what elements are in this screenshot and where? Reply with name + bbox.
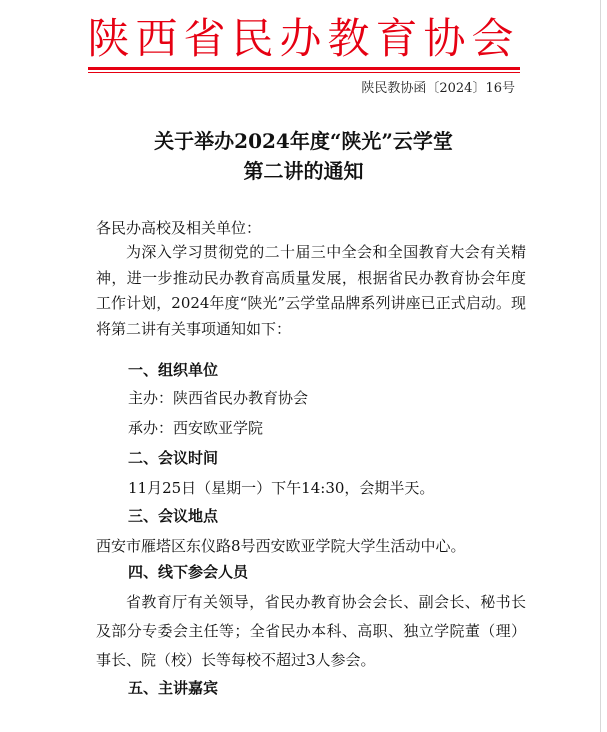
salutation: 各民办高校及相关单位： [96, 219, 262, 237]
red-divider-thick [88, 67, 520, 70]
red-divider-thin [88, 72, 520, 73]
section-heading-speaker: 五、主讲嘉宾 [128, 679, 219, 697]
section-heading-attendees: 四、线下参会人员 [128, 563, 249, 581]
document-number: 陕民教协函〔2024〕16号 [361, 81, 515, 96]
letterhead-title: 陕西省民办教育协会 [87, 14, 520, 63]
section-heading-venue: 三、会议地点 [128, 507, 219, 525]
organizer-co-host: 承办：西安欧亚学院 [128, 419, 264, 437]
intro-paragraph: 为深入学习贯彻党的二十届三中全会和全国教育大会有关精神，进一步推动民办教育高质量发展，根据省民办教育协会年度工作计划，2024年度“陕光”云学堂品牌系列讲座已正式启动。现将第二讲有关事项通知如下： [96, 243, 526, 338]
notice-title-line-1: 关于举办2024年度“陕光”云学堂 [154, 129, 453, 153]
organizer-host: 主办：陕西省民办教育协会 [128, 389, 309, 407]
notice-title-line-2: 第二讲的通知 [243, 159, 364, 183]
meeting-time: 11月25日（星期一）下午14:30，会期半天。 [128, 479, 435, 497]
section-heading-time: 二、会议时间 [128, 449, 219, 467]
page-edge [600, 0, 601, 732]
section-heading-organizer: 一、组织单位 [128, 361, 219, 379]
attendees-paragraph: 省教育厅有关领导，省民办教育协会会长、副会长、秘书长及部分专委会主任等；全省民办本科、高职、独立学院董（理）事长、院（校）长等每校不超过3人参会。 [96, 593, 526, 669]
notice-title [0, 126, 607, 186]
meeting-venue: 西安市雁塔区东仪路8号西安欧亚学院大学生活动中心。 [96, 537, 466, 555]
